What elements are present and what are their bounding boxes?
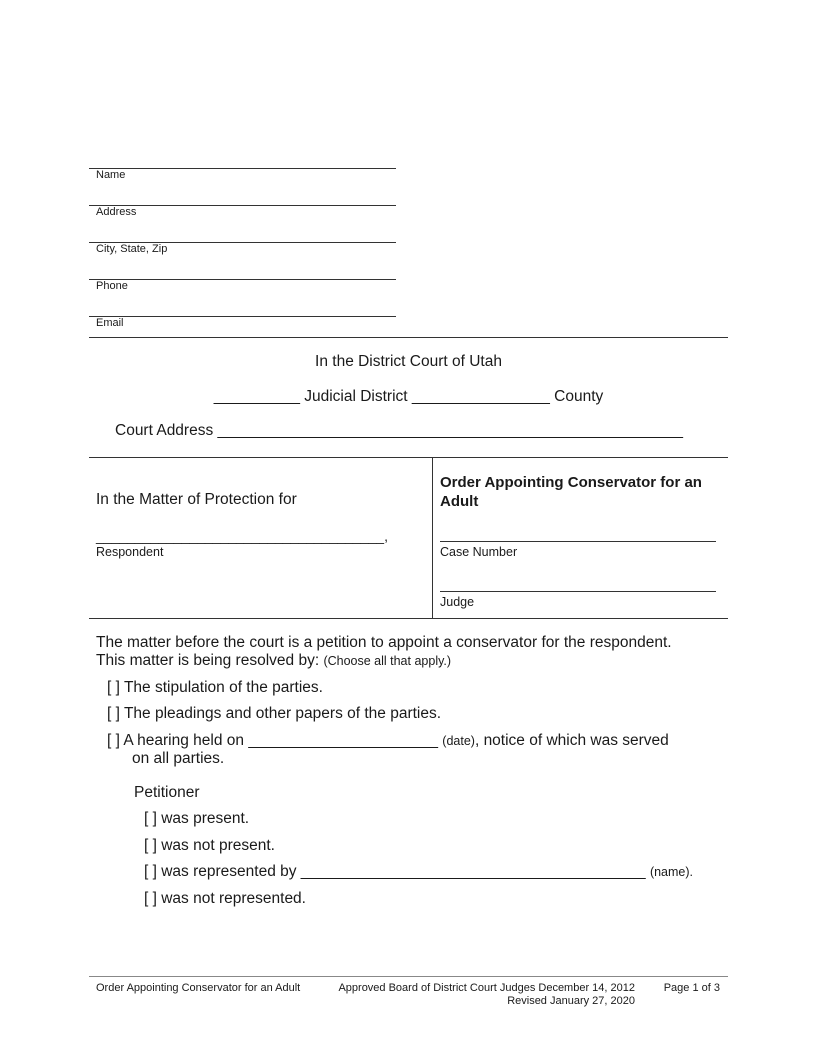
footer-approved: Approved Board of District Court Judges December 14, 2012 [338, 982, 635, 994]
phone-label: Phone [96, 280, 128, 292]
footer-rule [89, 976, 728, 977]
respondent-blank: _____________________________________, [96, 528, 388, 544]
court-title: In the District Court of Utah [315, 353, 502, 370]
footer-form-name: Order Appointing Conservator for an Adult [96, 982, 301, 994]
judge-label: Judge [440, 595, 475, 609]
option-text: was present. [161, 810, 250, 827]
email-label: Email [96, 317, 124, 329]
city-state-zip-label: City, State, Zip [96, 243, 168, 255]
intro-note: (Choose all that apply.) [323, 654, 452, 668]
name-line [89, 168, 396, 169]
name-note: (name). [649, 865, 694, 879]
intro-text: This matter is being resolved by: [96, 652, 324, 669]
option-text: The pleadings and other papers of the parties. [123, 705, 442, 722]
option-hearing-line2: on all parties. [132, 750, 225, 767]
order-title: Order Appointing Conservator for an Adult [440, 474, 702, 510]
court-address-line: Court Address ______________________________________________________ [115, 422, 684, 439]
caption-bottom-rule [89, 618, 728, 619]
date-note: (date) [442, 734, 475, 748]
intro-line-1: The matter before the court is a petition to appoint a conservator for the respondent. [96, 634, 672, 651]
petitioner-represented [144, 863, 693, 881]
header-divider [89, 337, 728, 338]
option-stipulation [107, 679, 323, 697]
checkbox[interactable]: [ ] [144, 810, 157, 827]
matter-label: In the Matter of Protection for [96, 491, 297, 508]
email-line [89, 316, 396, 317]
option-text: The stipulation of the parties. [123, 679, 323, 696]
option-text: A hearing held on ______________________ [123, 732, 443, 749]
checkbox[interactable]: [ ] [107, 705, 120, 722]
caption-divider [432, 457, 433, 618]
footer-revised: Revised January 27, 2020 [507, 995, 635, 1007]
case-number-line [440, 541, 716, 542]
option-text: was not represented. [161, 890, 306, 907]
address-label: Address [96, 206, 137, 218]
option-text: was represented by ________________________________________ [161, 863, 650, 880]
checkbox[interactable]: [ ] [144, 863, 157, 880]
option-hearing [107, 732, 669, 750]
case-number-label: Case Number [440, 545, 518, 559]
respondent-label: Respondent [96, 545, 164, 559]
option-text-cont: , notice of which was served [474, 732, 669, 749]
name-label: Name [96, 169, 126, 181]
judicial-district-line: __________ Judicial District ________________ County [213, 388, 604, 405]
petitioner-not-present [144, 837, 275, 855]
option-pleadings [107, 705, 441, 723]
checkbox[interactable]: [ ] [144, 890, 157, 907]
intro-line-2 [96, 652, 451, 670]
footer-page-number: Page 1 of 3 [663, 982, 720, 994]
petitioner-not-represented [144, 890, 306, 908]
checkbox[interactable]: [ ] [107, 679, 120, 696]
option-text: was not present. [161, 837, 275, 854]
checkbox[interactable]: [ ] [107, 732, 120, 749]
checkbox[interactable]: [ ] [144, 837, 157, 854]
petitioner-present [144, 810, 249, 828]
phone-line [89, 279, 396, 280]
petitioner-heading: Petitioner [134, 784, 200, 801]
caption-top-rule [89, 457, 728, 458]
judge-line [440, 591, 716, 592]
